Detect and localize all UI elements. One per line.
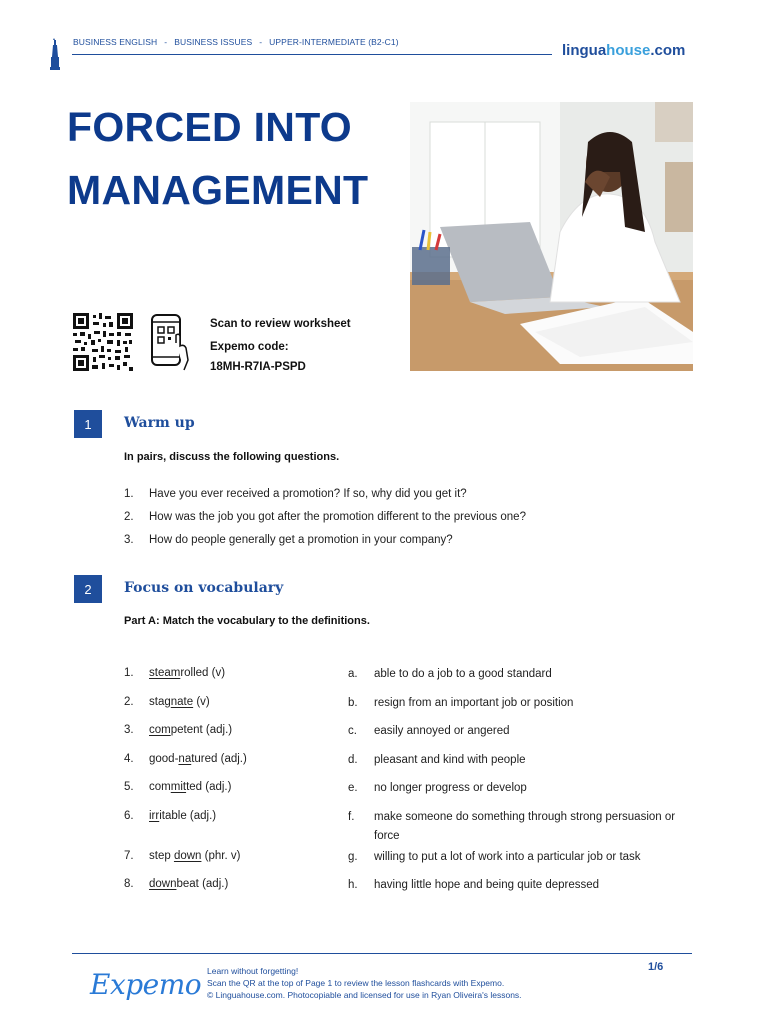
- vocab-item: 2. stagnate (v): [124, 696, 210, 708]
- phone-scan-icon: [150, 313, 192, 371]
- section-title-warm-up: Warm up: [124, 415, 195, 431]
- expemo-code: 18MH-R7IA-PSPD: [210, 361, 306, 373]
- definition-item: h. having little hope and being quite depressed: [348, 879, 600, 891]
- vocab-item: 3. competent (adj.): [124, 724, 233, 736]
- section2-instruction: Part A: Match the vocabulary to the definitions.: [124, 615, 370, 627]
- section-number-2: 2: [74, 575, 102, 603]
- footer-divider: [72, 953, 692, 954]
- list-item: 1. Have you ever received a promotion? If so, why did you get it?: [124, 488, 467, 500]
- statue-of-liberty-icon: [48, 38, 62, 70]
- breadcrumb-level[interactable]: BUSINESS ENGLISH: [73, 37, 158, 47]
- vocab-item: 7. step down (phr. v): [124, 850, 241, 862]
- definition-item: e. no longer progress or develop: [348, 782, 527, 794]
- footer-text: Learn without forgetting! Scan the QR at the top of Page 1 to review the lesson flashcards with Expemo. © Linguahouse.com. Photocopiable and licensed for use in Ryan Oliveira's lessons.: [207, 966, 522, 1000]
- vocab-item: 6. irritable (adj.): [124, 810, 217, 822]
- linguahouse-logo[interactable]: linguahouse.com: [562, 42, 686, 59]
- breadcrumb-level-grade[interactable]: UPPER-INTERMEDIATE (B2-C1): [269, 37, 399, 47]
- vocab-item: 1. steamrolled (v): [124, 667, 226, 679]
- section-title-vocabulary: Focus on vocabulary: [124, 580, 284, 596]
- qr-code[interactable]: [73, 313, 133, 371]
- scan-instructions: Scan to review worksheet Expemo code: 18MH-R7IA-PSPD: [210, 318, 351, 373]
- hero-photo: [410, 102, 693, 371]
- breadcrumb-topic[interactable]: BUSINESS ISSUES: [174, 37, 253, 47]
- page-number: 1/6: [648, 961, 664, 973]
- list-item: 3. How do people generally get a promotion in your company?: [124, 534, 453, 546]
- section1-instruction: In pairs, discuss the following questions.: [124, 451, 340, 463]
- page-title: FORCED INTO MANAGEMENT: [67, 104, 369, 213]
- definition-item: f. make someone do something through strong persuasion or force: [348, 811, 676, 842]
- definition-item: a. able to do a job to a good standard: [348, 668, 552, 680]
- list-item: 2. How was the job you got after the promotion different to the previous one?: [124, 511, 526, 523]
- vocab-item: 4. good-natured (adj.): [124, 753, 247, 765]
- breadcrumb: BUSINESS ENGLISH - BUSINESS ISSUES - UPPER-INTERMEDIATE (B2-C1): [73, 37, 399, 47]
- vocab-item: 8. downbeat (adj.): [124, 878, 229, 890]
- definition-item: b. resign from an important job or position: [348, 697, 574, 709]
- expemo-logo[interactable]: Expemo: [90, 968, 202, 1001]
- section-number-1: 1: [74, 410, 102, 438]
- definition-item: d. pleasant and kind with people: [348, 754, 526, 766]
- definition-item: g. willing to put a lot of work into a particular job or task: [348, 851, 641, 863]
- definition-item: c. easily annoyed or angered: [348, 725, 510, 737]
- vocab-item: 5. committed (adj.): [124, 781, 232, 793]
- header-divider: [72, 54, 552, 55]
